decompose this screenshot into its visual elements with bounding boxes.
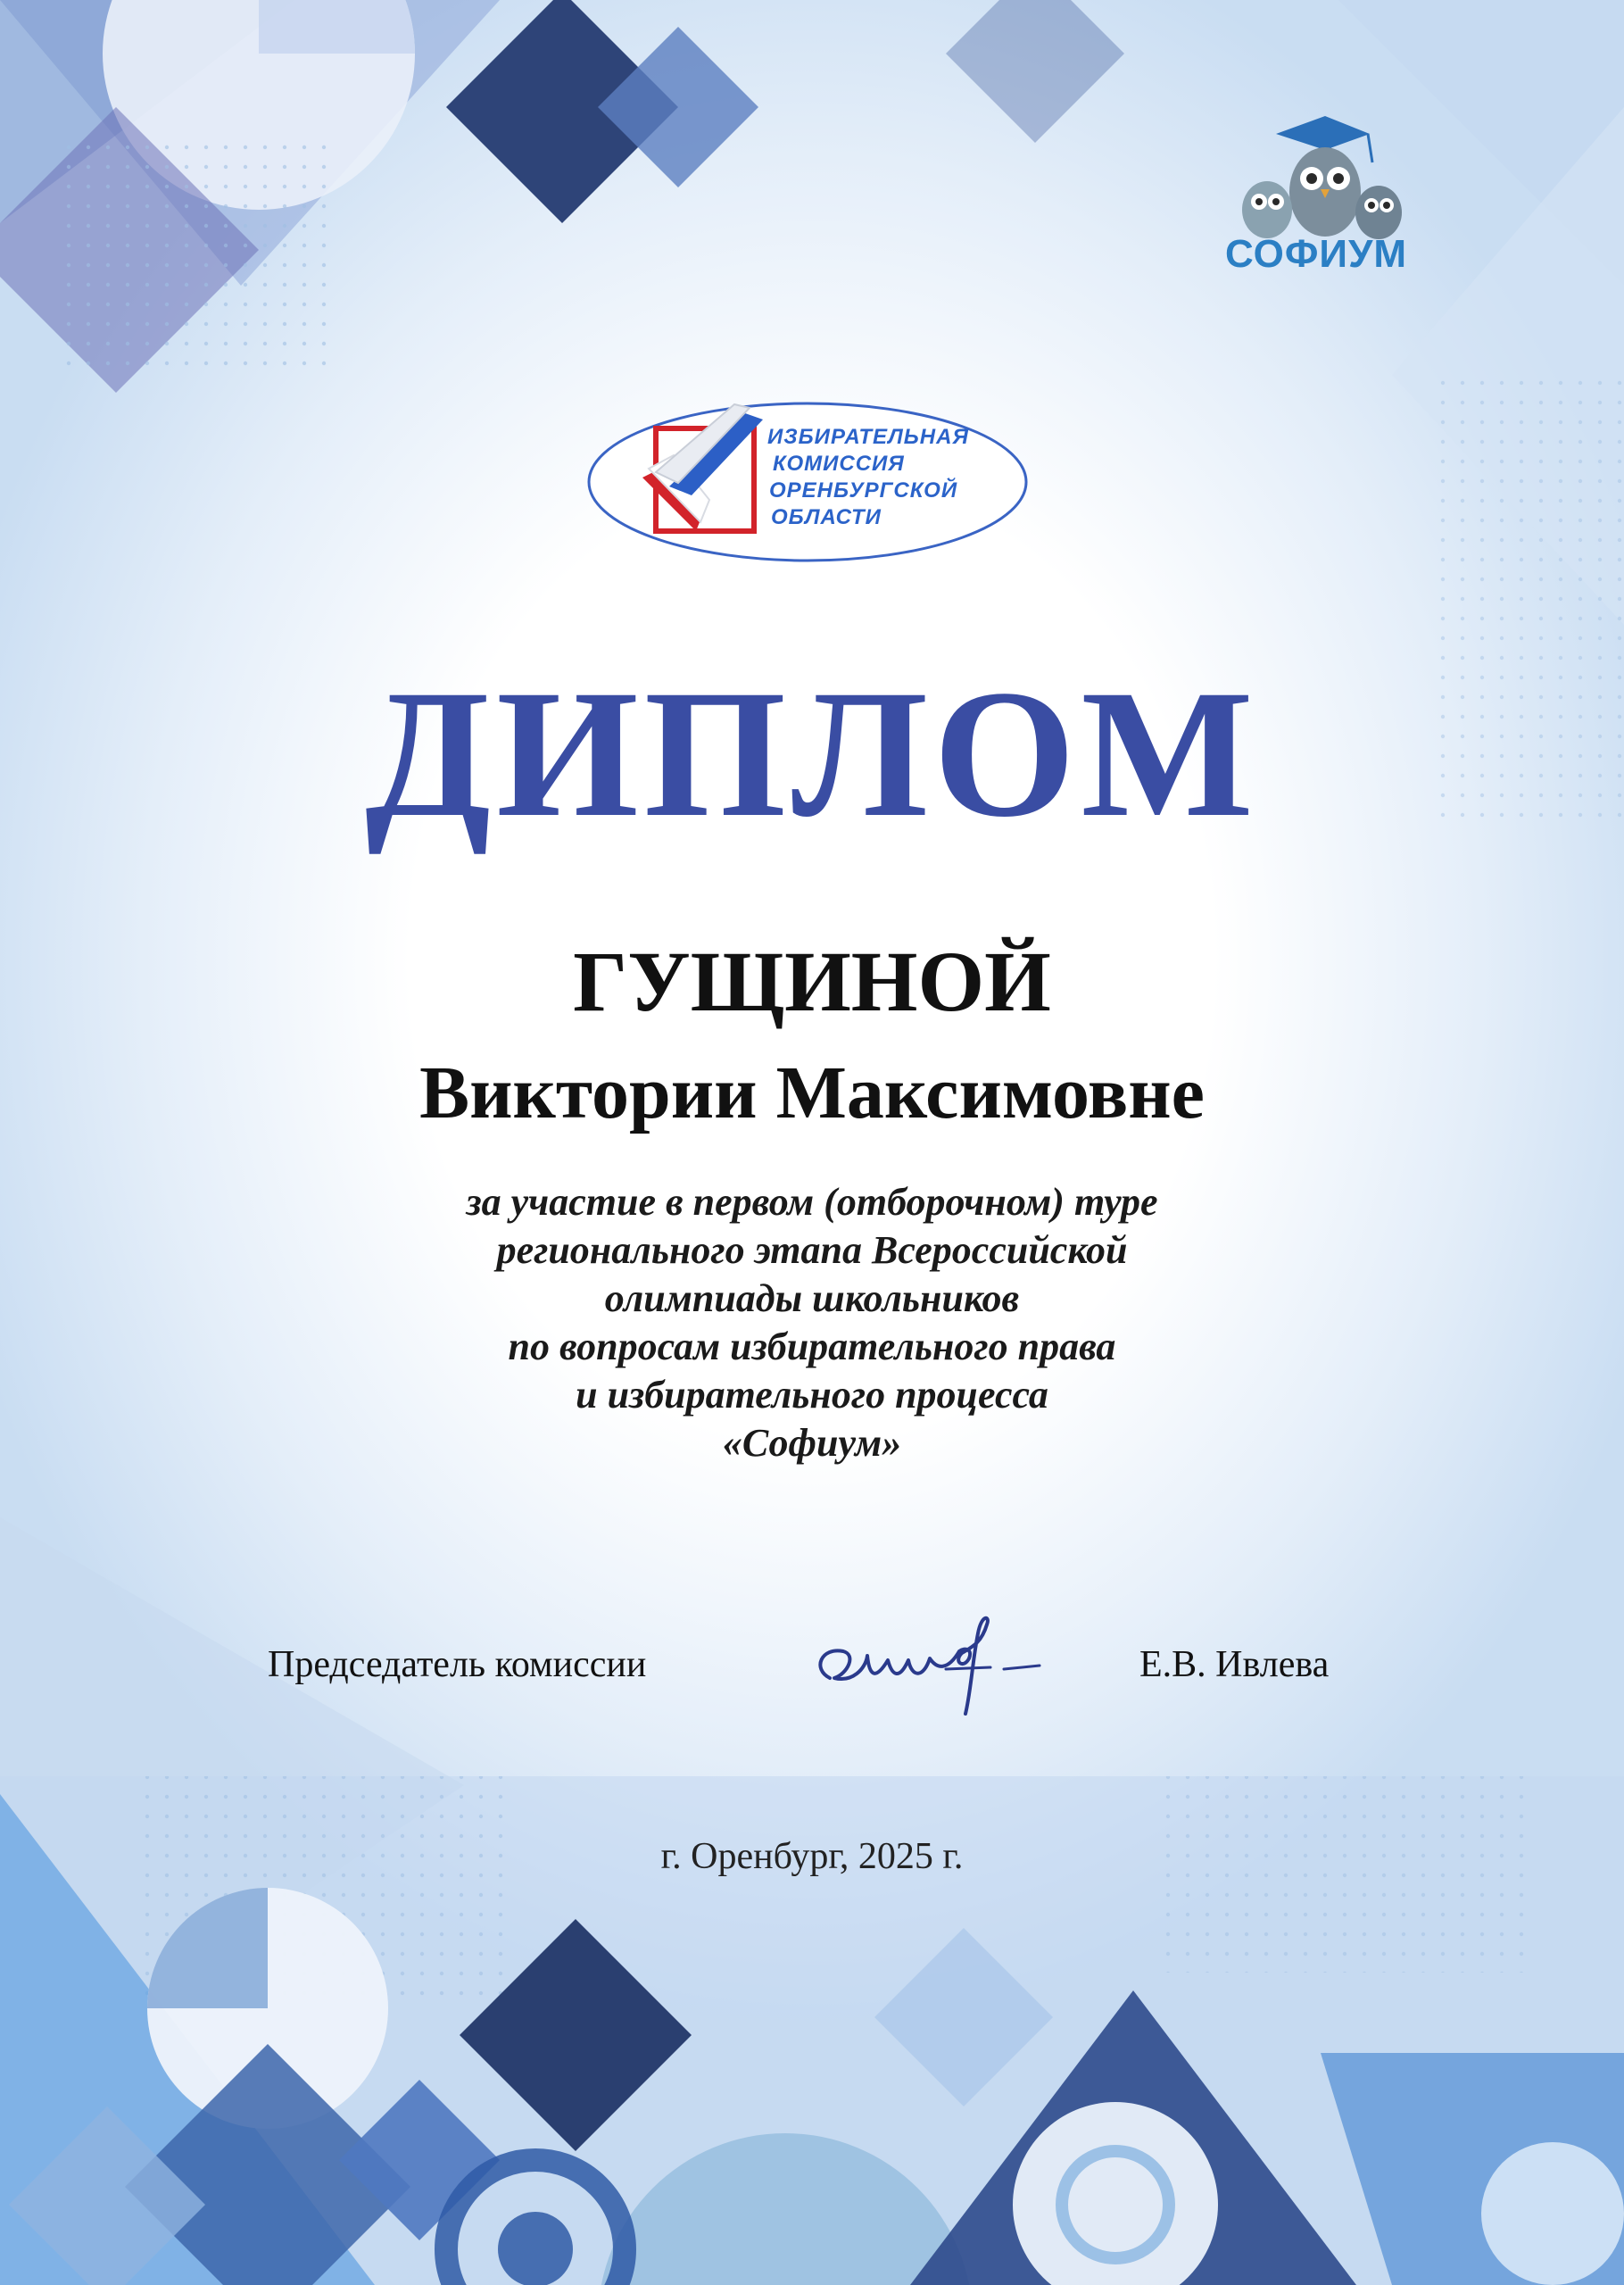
recipient-given-name: Виктории Максимовне [419, 1051, 1205, 1134]
top-left-dots [54, 143, 339, 366]
award-reason [0, 1178, 1624, 1467]
sophium-logo [1205, 107, 1428, 286]
signatory-role: Председатель комиссии [268, 1644, 647, 1685]
handwritten-signature-icon [803, 1607, 1071, 1723]
diploma-title: ДИПЛОМ [365, 652, 1259, 855]
commission-line: ИЗБИРАТЕЛЬНАЯ [767, 425, 969, 449]
reason-line: по вопросам избирательного права [508, 1325, 1116, 1368]
election-commission-logo [584, 397, 1031, 567]
reason-line: регионального этапа Всероссийской [496, 1228, 1128, 1272]
reason-line: олимпиады школьников [604, 1276, 1020, 1320]
recipient-surname: ГУЩИНОЙ [573, 934, 1051, 1029]
reason-line: за участие в первом (отборочном) туре [466, 1180, 1158, 1224]
election-commission-name [767, 424, 1026, 531]
top-diamond-faint [946, 0, 1124, 143]
reason-line: и избирательного процесса [576, 1373, 1048, 1417]
sophium-logo-text: СОФИУМ [1224, 232, 1408, 276]
bottom-right-small-circle [1481, 2142, 1624, 2285]
reason-line: «Софиум» [722, 1421, 902, 1465]
signatory-name: Е.В. Ивлева [1139, 1644, 1330, 1685]
commission-line: ОБЛАСТИ [771, 505, 882, 529]
bottom-ring-center [498, 2212, 573, 2285]
signature-row [0, 1607, 1624, 1723]
commission-line: КОМИССИЯ [773, 452, 905, 476]
place-and-date: г. Оренбург, 2025 г. [660, 1836, 964, 1877]
top-left-circle-quarter [259, 0, 415, 54]
commission-line: ОРЕНБУРГСКОЙ [769, 478, 958, 503]
